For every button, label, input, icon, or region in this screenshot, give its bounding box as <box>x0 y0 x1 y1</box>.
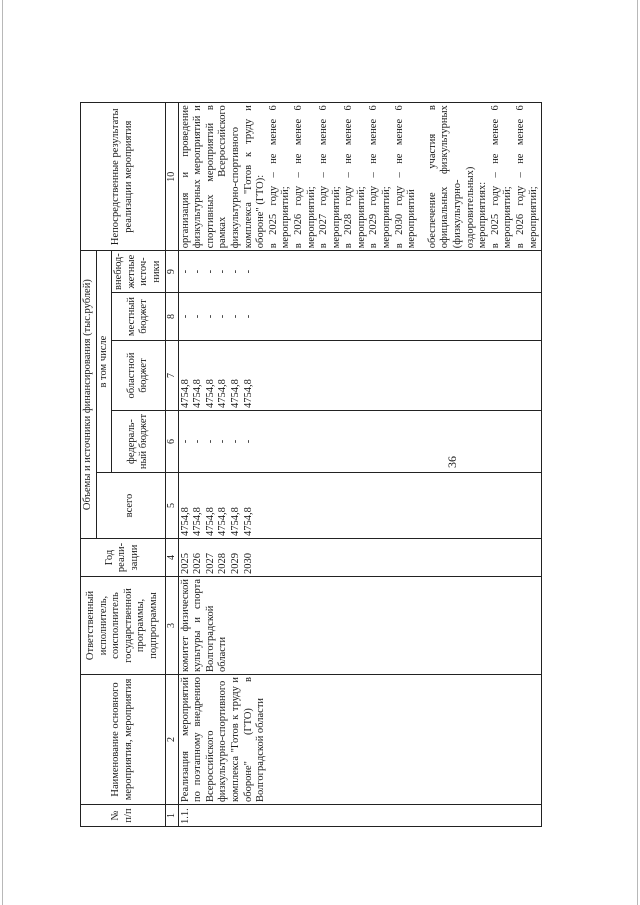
result-spacer <box>419 105 427 248</box>
row-regional <box>178 341 542 411</box>
local-value: - <box>204 314 216 319</box>
regional-value: 4754,8 <box>229 379 241 408</box>
federal-value: - <box>192 439 204 444</box>
colnum-3: 3 <box>165 577 178 675</box>
header-year: Год реали-зации <box>81 539 166 577</box>
regional-value: 4754,8 <box>204 379 216 408</box>
local-value: - <box>217 314 229 319</box>
table-row <box>178 103 542 827</box>
year-value: 2030 <box>242 553 254 574</box>
colnum-9: 9 <box>165 251 178 293</box>
federal-value: - <box>204 439 216 444</box>
header-row-1 <box>81 103 97 827</box>
federal-value: - <box>242 439 254 444</box>
total-value: 4754,8 <box>179 507 191 536</box>
header-including: в том числе <box>96 251 112 473</box>
row-number: 1.1. <box>178 805 542 827</box>
year-value: 2026 <box>192 553 204 574</box>
year-value: 2025 <box>179 553 191 574</box>
colnum-2: 2 <box>165 675 178 805</box>
row-results <box>178 103 542 251</box>
colnum-6: 6 <box>165 411 178 473</box>
local-value: - <box>179 314 191 319</box>
header-local: местный бюджет <box>112 293 165 341</box>
page-number: 36 <box>445 456 459 468</box>
row-executor: комитет физической культуры и спорта Волгоградской области <box>178 577 542 675</box>
header-financing: Объемы и источники финансирования (тыс.рублей) <box>81 251 97 539</box>
extrabudget-value: - <box>242 269 254 274</box>
year-value: 2027 <box>204 553 216 574</box>
row-extrabudget <box>178 251 542 293</box>
federal-value: - <box>179 439 191 444</box>
result-text: в 2029 году – не менее 6 мероприятий; <box>368 105 393 249</box>
local-value: - <box>242 314 254 319</box>
result-text: в 2025 году – не менее 6 мероприятий; <box>489 105 514 249</box>
extrabudget-value: - <box>179 269 191 274</box>
total-value: 4754,8 <box>229 507 241 536</box>
colnum-10: 10 <box>165 103 178 251</box>
local-value: - <box>192 314 204 319</box>
scan-edge-bottom <box>637 0 638 905</box>
colnum-1: 1 <box>165 805 178 827</box>
result-text: организация и проведение физкультурных мероприятий и спортивных мероприятий в рамках Всероссийского физкультурно-спортивного комплекса "Готов к труду и обороне" (ГТО): <box>179 105 267 249</box>
year-value: 2029 <box>229 553 241 574</box>
total-value: 4754,8 <box>217 507 229 536</box>
program-table <box>80 102 542 827</box>
row-measure-name: Реализация мероприятий по поэтапному внедрению Всероссийского физкультурно-спортивного комплекса "Готов к труду и обороне" (ГТО) в Волгоградской области <box>178 675 542 805</box>
row-local <box>178 293 542 341</box>
colnum-4: 4 <box>165 539 178 577</box>
result-text: обеспечение участия в официальных физкультурных (физкультурно-оздоровительных) мероприятиях: <box>426 105 489 249</box>
total-value: 4754,8 <box>192 507 204 536</box>
regional-value: 4754,8 <box>179 379 191 408</box>
extrabudget-value: - <box>217 269 229 274</box>
header-name: Наименование основного мероприятия, мероприятия <box>81 675 166 805</box>
total-value: 4754,8 <box>204 507 216 536</box>
federal-value: - <box>229 439 241 444</box>
header-results: Непосредственные результаты реализации мероприятия <box>81 103 166 251</box>
regional-value: 4754,8 <box>242 379 254 408</box>
extrabudget-value: - <box>204 269 216 274</box>
header-federal: федераль-ный бюджет <box>112 411 165 473</box>
colnum-7: 7 <box>165 341 178 411</box>
federal-value: - <box>217 439 229 444</box>
row-totals <box>178 473 542 539</box>
header-total: всего <box>96 473 165 539</box>
row-federal <box>178 411 542 473</box>
colnum-5: 5 <box>165 473 178 539</box>
result-text: в 2028 году – не менее 6 мероприятий; <box>343 105 367 249</box>
row-years <box>178 539 542 577</box>
extrabudget-value: - <box>229 269 241 274</box>
regional-value: 4754,8 <box>217 379 229 408</box>
total-value: 4754,8 <box>242 507 254 536</box>
regional-value: 4754,8 <box>192 379 204 408</box>
result-text: в 2027 году – не менее 6 мероприятий; <box>318 105 342 249</box>
extrabudget-value: - <box>192 269 204 274</box>
year-value: 2028 <box>217 553 229 574</box>
colnum-8: 8 <box>165 293 178 341</box>
header-num: № п/п <box>81 805 166 827</box>
local-value: - <box>229 314 241 319</box>
header-regional: областной бюджет <box>112 341 165 411</box>
header-extrabudget: внебюд-жетные источ-ники <box>112 251 165 293</box>
header-executor: Ответственный исполнитель, соисполнитель государственной программы, подпрограммы <box>81 577 166 675</box>
scan-edge-top <box>2 0 3 905</box>
result-text: в 2026 году – не менее 6 мероприятий; <box>292 105 317 249</box>
result-text: в 2026 году – не менее 6 мероприятий; <box>515 105 539 249</box>
column-number-row <box>165 103 178 827</box>
result-text: в 2030 году – не менее 6 мероприятий <box>393 105 418 249</box>
result-text: в 2025 году – не менее 6 мероприятий; <box>267 105 292 249</box>
